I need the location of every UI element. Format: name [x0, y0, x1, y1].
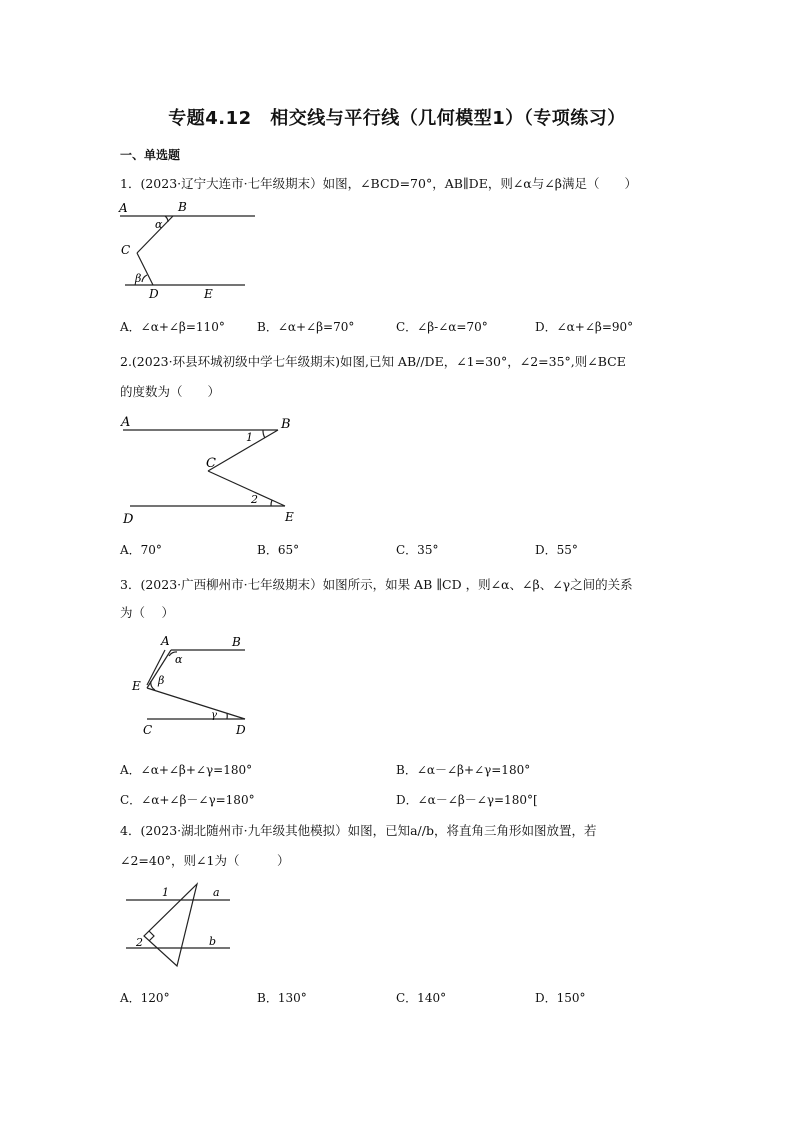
question-2-stem-line1: 2.(2023·环县环城初级中学七年级期末)如图,已知 AB//DE，∠1=30°，∠2=35°,则∠BCE	[120, 354, 626, 369]
q2-label-a: A	[121, 415, 131, 430]
question-4-figure	[120, 878, 240, 970]
q3-label-b: B	[232, 635, 241, 649]
q2-option-c: C．35°	[396, 543, 439, 557]
q1-label-b: B	[178, 200, 187, 214]
question-2-figure	[115, 412, 305, 527]
q1-option-a: A．∠α+∠β=110°	[120, 320, 225, 334]
q3-option-a: A．∠α+∠β+∠γ=180°	[120, 763, 253, 777]
question-1-figure	[115, 198, 265, 302]
question-4-stem-line1: 4．(2023·湖北随州市·九年级其他模拟）如图，已知a//b，将直角三角形如图放置，若	[120, 823, 597, 838]
question-3-figure	[125, 632, 265, 744]
q2-label-d: D	[123, 512, 134, 527]
q1-option-c: C．∠β-∠α=70°	[396, 320, 488, 334]
q3-label-a: A	[161, 634, 170, 648]
q1-label-beta: β	[135, 272, 142, 285]
q3-option-d: D．∠α－∠β－∠γ=180°[	[396, 793, 538, 807]
q4-option-a: A．120°	[120, 991, 170, 1005]
q1-option-d: D．∠α+∠β=90°	[535, 320, 634, 334]
q1-label-c: C	[121, 243, 131, 257]
question-2-stem-line2: 的度数为（ ）	[120, 384, 221, 399]
q2-label-c: C	[206, 456, 216, 471]
q2-label-b: B	[281, 417, 291, 432]
page-title: 专题4.12 相交线与平行线（几何模型1）（专项练习）	[168, 108, 626, 129]
section-heading: 一、单选题	[120, 148, 181, 162]
q2-label-1: 1	[246, 431, 253, 444]
q3-label-c: C	[143, 723, 153, 737]
q4-label-a: a	[213, 886, 220, 899]
q4-option-d: D．150°	[535, 991, 586, 1005]
question-3-stem-line2: 为（ ）	[120, 605, 174, 620]
q2-label-e: E	[285, 510, 294, 524]
q3-option-c: C．∠α+∠β－∠γ=180°	[120, 793, 255, 807]
question-4-stem-line2: ∠2=40°，则∠1为（ ）	[120, 853, 290, 868]
q4-label-b: b	[209, 935, 217, 948]
q2-option-b: B．65°	[257, 543, 300, 557]
q2-label-2: 2	[251, 493, 258, 506]
q2-option-d: D．55°	[535, 543, 578, 557]
q3-option-b: B．∠α－∠β+∠γ=180°	[396, 763, 531, 777]
q3-label-d: D	[236, 723, 246, 737]
q3-label-e: E	[132, 679, 141, 693]
q4-option-b: B．130°	[257, 991, 307, 1005]
question-3-stem-line1: 3．(2023·广西柳州市·七年级期末）如图所示，如果 AB ∥CD ，则∠α、∠β、∠γ之间的关系	[120, 577, 633, 592]
question-1-stem: 1．(2023·辽宁大连市·七年级期末）如图，∠BCD=70°，AB∥DE，则∠α与∠β满足（ ）	[120, 176, 637, 191]
q1-label-alpha: α	[155, 218, 163, 231]
q3-label-beta: β	[158, 674, 165, 687]
q1-label-e: E	[204, 287, 213, 301]
q1-option-b: B．∠α+∠β=70°	[257, 320, 355, 334]
q2-option-a: A．70°	[120, 543, 162, 557]
q1-label-d: D	[149, 287, 159, 301]
q3-label-alpha: α	[175, 653, 183, 666]
q3-label-gamma: γ	[211, 710, 217, 721]
q1-label-a: A	[119, 201, 128, 215]
q4-label-1: 1	[162, 886, 169, 899]
q4-option-c: C．140°	[396, 991, 447, 1005]
q4-label-2: 2	[136, 936, 143, 949]
